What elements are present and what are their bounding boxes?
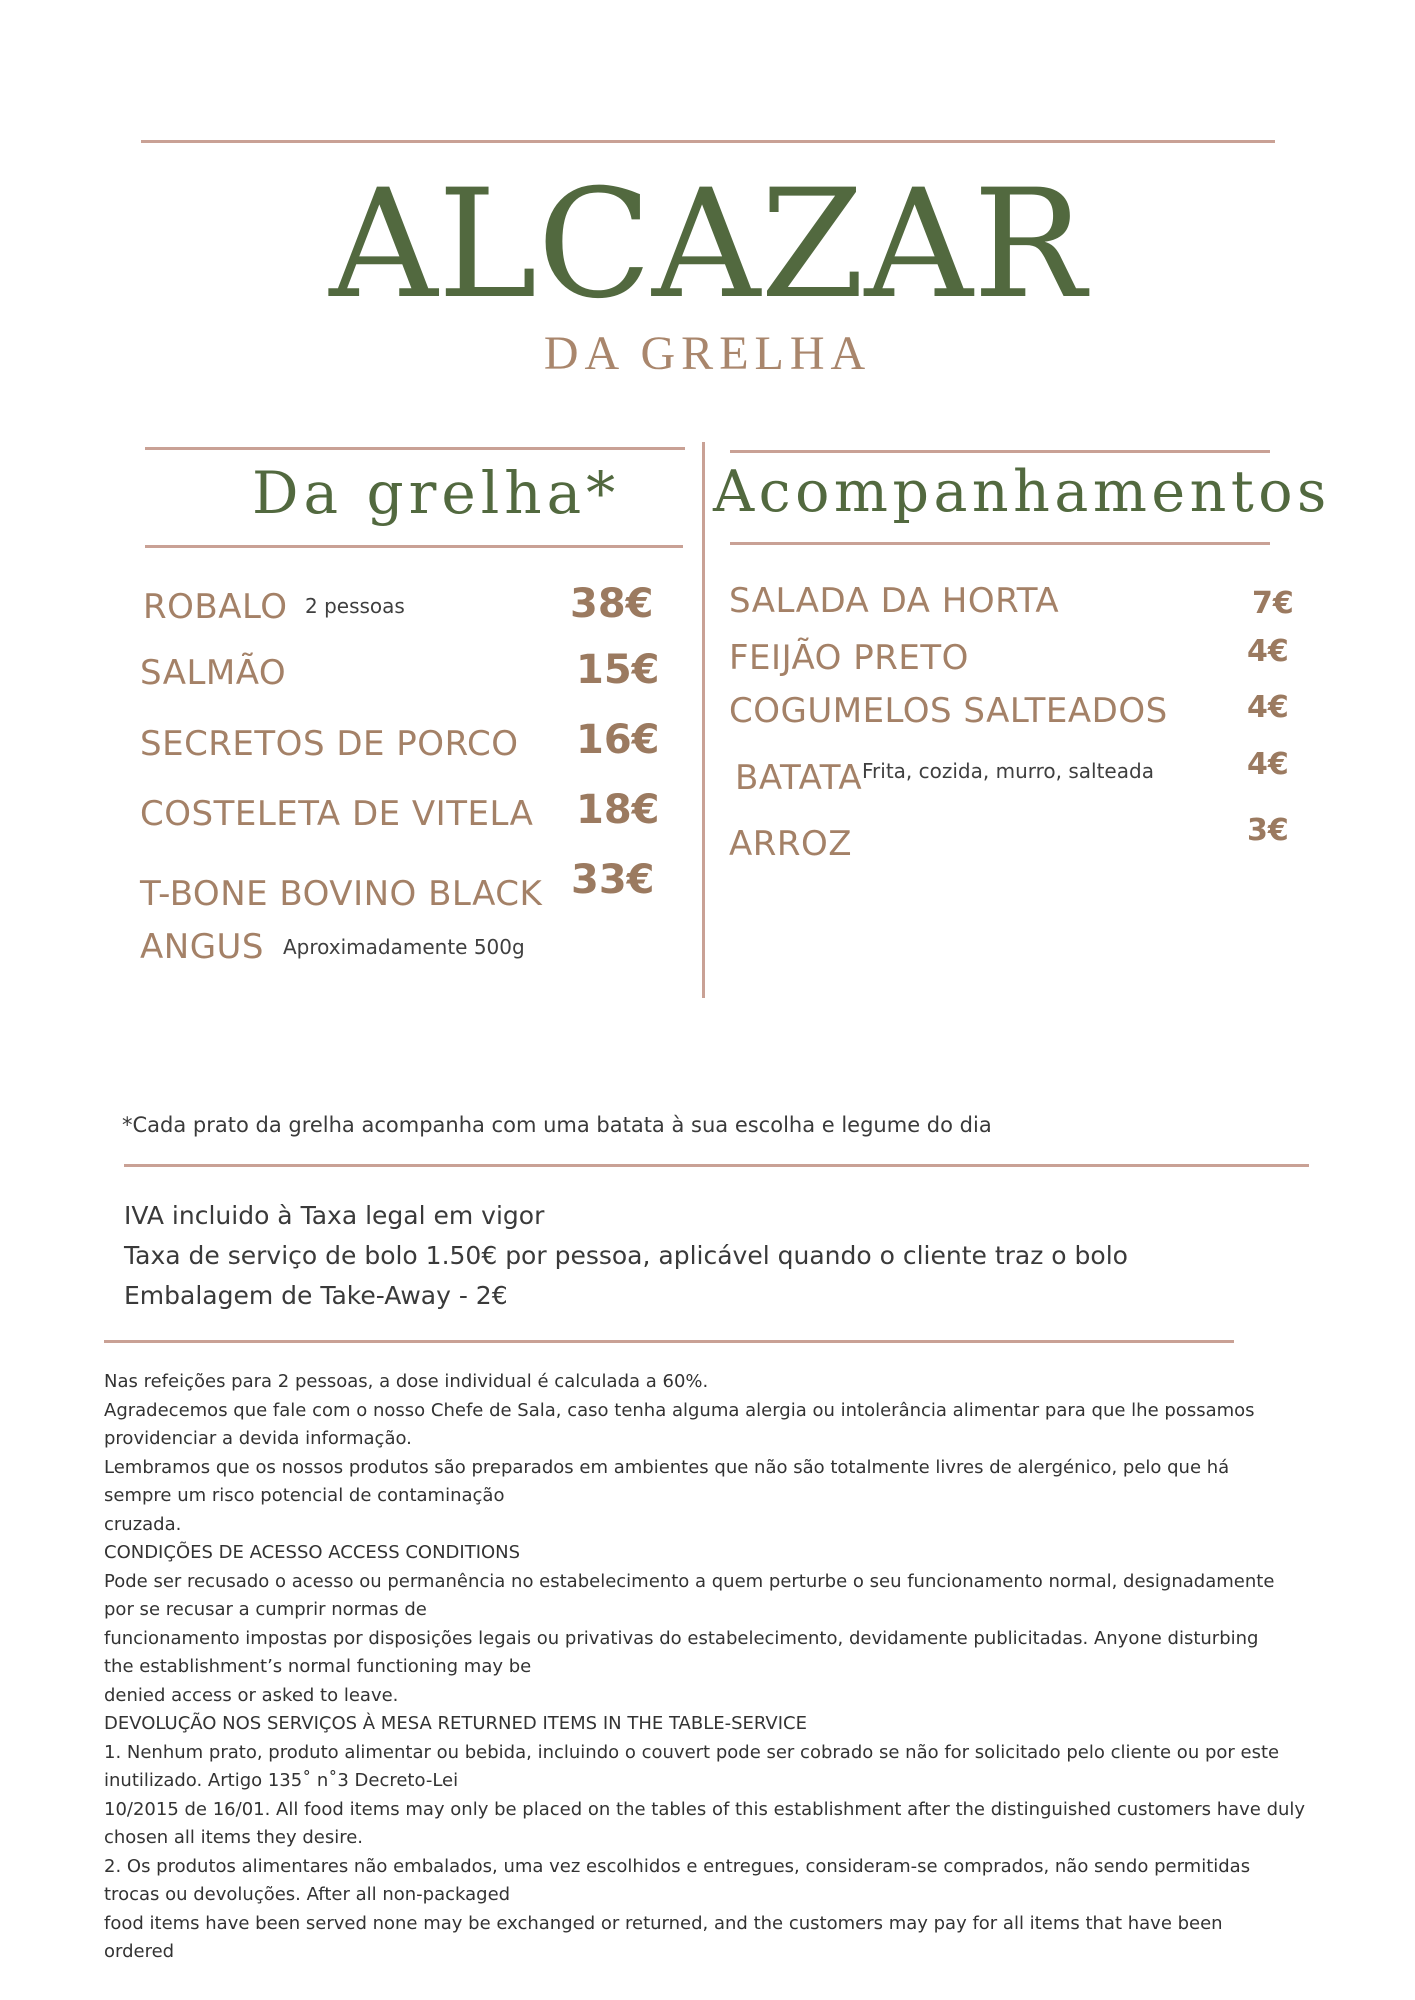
sides-section-title: Acompanhamentos xyxy=(713,459,1331,525)
column-divider xyxy=(702,442,705,998)
legal-line: denied access or asked to leave. xyxy=(104,1684,399,1706)
info-line-cake-fee: Taxa de serviço de bolo 1.50€ por pessoa, aplicável quando o cliente traz o bolo xyxy=(124,1241,1128,1270)
legal-line: Agradecemos que fale com o nosso Chefe de Sala, caso tenha alguma alergia ou intolerância alimentar para que lhe possamos xyxy=(104,1399,1255,1421)
legal-line: 1. Nenhum prato, produto alimentar ou bebida, incluindo o couvert pode ser cobrado se não for solicitado pelo cliente ou por este xyxy=(104,1741,1280,1763)
legal-line: food items have been served none may be exchanged or returned, and the customers may pay for all items that have been xyxy=(104,1912,1223,1934)
menu-item-secretos-de-porco-price: 16€ xyxy=(576,717,660,763)
legal-line: por se recusar a cumprir normas de xyxy=(104,1599,427,1620)
menu-item-costeleta-de-vitela: COSTELETA DE VITELA xyxy=(140,794,534,834)
legal-line: CONDIÇÕES DE ACESSO ACCESS CONDITIONS xyxy=(104,1542,521,1563)
info-line-takeaway: Embalagem de Take-Away - 2€ xyxy=(124,1281,508,1310)
grill-bottom-rule xyxy=(145,545,683,548)
menu-item-robalo-note: 2 pessoas xyxy=(305,594,405,618)
info-top-rule xyxy=(124,1164,1309,1167)
sides-bottom-rule xyxy=(730,542,1270,545)
side-item-cogumelos-salteados-price: 4€ xyxy=(1247,690,1289,725)
top-divider xyxy=(141,140,1275,143)
side-item-batata-note: Frita, cozida, murro, salteada xyxy=(862,759,1154,783)
legal-line: 10/2015 de 16/01. All food items may only be placed on the tables of this establishment after the distinguished customers have duly xyxy=(104,1798,1306,1820)
legal-text xyxy=(104,1368,1314,1967)
sides-top-rule xyxy=(730,450,1270,453)
legal-line: funcionamento impostas por disposições legais ou privativas do estabelecimento, devidamente publicitadas. Anyone disturbing xyxy=(104,1627,1259,1649)
side-item-cogumelos-salteados: COGUMELOS SALTEADOS xyxy=(729,691,1168,731)
menu-item-t-bone-price: 33€ xyxy=(571,857,655,903)
legal-line: DEVOLUÇÃO NOS SERVIÇOS À MESA RETURNED ITEMS IN THE TABLE-SERVICE xyxy=(104,1713,807,1734)
side-item-salada-da-horta: SALADA DA HORTA xyxy=(729,581,1060,621)
legal-line: ordered xyxy=(104,1941,175,1962)
grill-section-title: Da grelha* xyxy=(252,459,621,527)
legal-line: 2. Os produtos alimentares não embalados, uma vez escolhidos e entregues, consideram-se comprados, não sendo permitidas xyxy=(104,1855,1251,1877)
legal-line: chosen all items they desire. xyxy=(104,1827,364,1848)
info-bottom-rule xyxy=(104,1340,1234,1343)
legal-line: Pode ser recusado o acesso ou permanência no estabelecimento a quem perturbe o seu funcionamento normal, designadamente xyxy=(104,1570,1275,1592)
grill-top-rule xyxy=(145,447,685,450)
legal-line: sempre um risco potencial de contaminação xyxy=(104,1485,505,1506)
info-block xyxy=(124,1196,1128,1316)
legal-line: Lembramos que os nossos produtos são preparados em ambientes que não são totalmente livres de alergénico, pelo que há xyxy=(104,1456,1230,1478)
legal-line: trocas ou devoluções. After all non-packaged xyxy=(104,1884,511,1905)
side-item-feijao-preto: FEIJÃO PRETO xyxy=(729,638,969,678)
menu-item-salmao: SALMÃO xyxy=(140,653,287,693)
menu-item-robalo: ROBALO xyxy=(143,587,288,627)
legal-line: providenciar a devida informação. xyxy=(104,1428,412,1449)
side-item-salada-da-horta-price: 7€ xyxy=(1252,586,1294,621)
menu-item-t-bone-line1: T-BONE BOVINO BLACK xyxy=(140,874,543,914)
side-item-batata: BATATA xyxy=(735,758,863,798)
menu-item-salmao-price: 15€ xyxy=(576,647,660,693)
menu-item-t-bone-note: Aproximadamente 500g xyxy=(283,935,525,959)
grill-footnote: *Cada prato da grelha acompanha com uma batata à sua escolha e legume do dia xyxy=(122,1113,992,1137)
legal-line: Nas refeições para 2 pessoas, a dose individual é calculada a 60%. xyxy=(104,1371,709,1392)
side-item-batata-price: 4€ xyxy=(1247,747,1289,782)
legal-line: cruzada. xyxy=(104,1513,182,1535)
menu-item-t-bone-line2: ANGUS xyxy=(140,927,265,967)
side-item-feijao-preto-price: 4€ xyxy=(1247,634,1289,669)
side-item-arroz: ARROZ xyxy=(729,824,853,864)
legal-line: inutilizado. Artigo 135˚ n˚3 Decreto-Lei xyxy=(104,1770,459,1791)
menu-item-robalo-price: 38€ xyxy=(570,581,654,627)
restaurant-name: ALCAZAR xyxy=(329,158,1086,332)
menu-item-costeleta-de-vitela-price: 18€ xyxy=(576,787,660,833)
legal-line: the establishment’s normal functioning may be xyxy=(104,1656,532,1677)
side-item-arroz-price: 3€ xyxy=(1247,813,1289,848)
restaurant-subtitle: DA GRELHA xyxy=(543,327,872,380)
info-line-iva: IVA incluido à Taxa legal em vigor xyxy=(124,1201,545,1230)
menu-item-secretos-de-porco: SECRETOS DE PORCO xyxy=(140,724,519,764)
